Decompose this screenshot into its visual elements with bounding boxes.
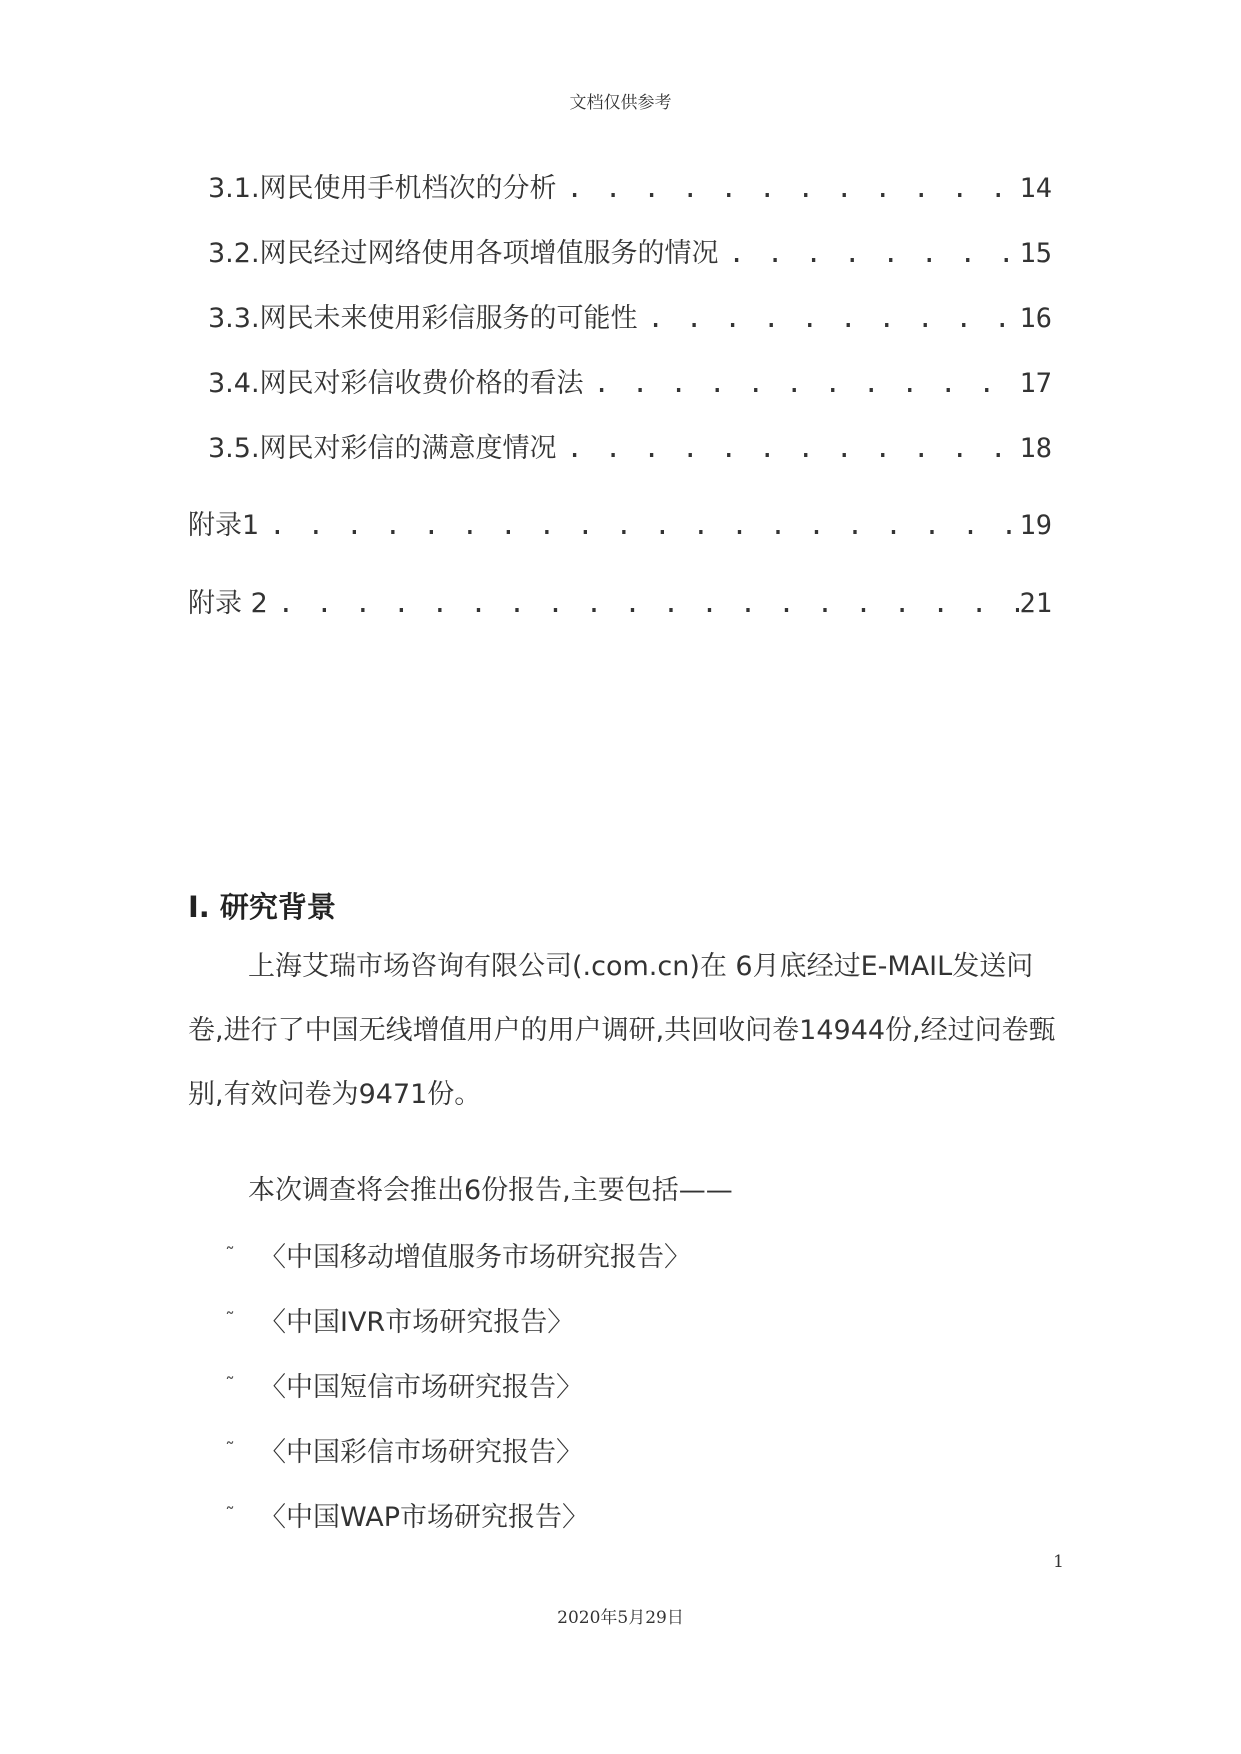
toc-leader-dots [557,173,1020,204]
toc-entry-page: 14 [1019,173,1052,204]
toc-entry-page: 19 [1019,510,1052,541]
toc-entry-page: 21 [1019,588,1052,619]
report-title: 〈中国彩信市场研究报告〉 [259,1437,583,1468]
report-title: 〈中国IVR市场研究报告〉 [259,1307,575,1338]
list-item [225,1430,583,1469]
toc-leader-dots [719,238,1020,269]
body-paragraph: 上海艾瑞市场咨询有限公司(.com.cn)在 6月底经过E-MAIL发送问卷,进行了中国无线增值用户的用户调研,共回收问卷14944份,经过问卷甄别,有效问卷为9471份。 [188,951,1056,1110]
toc-entry-label: 3.2.网民经过网络使用各项增值服务的情况 [208,238,719,269]
toc-leader-dots [638,303,1020,334]
toc-entry-page: 18 [1019,433,1052,464]
toc-entry[interactable] [188,581,1052,620]
toc-entry[interactable] [208,166,1052,205]
toc-entry[interactable] [208,296,1052,335]
bullet-icon: ˜ [225,1307,235,1332]
page-footer: 2020年5月29日 [557,1608,684,1628]
report-title: 〈中国短信市场研究报告〉 [259,1372,583,1403]
toc-entry-label: 附录 2 [188,588,268,619]
toc-entry[interactable] [188,503,1052,542]
list-item [225,1300,574,1339]
body-paragraph: 本次调查将会推出6份报告,主要包括—— [248,1175,733,1206]
bullet-icon: ˜ [225,1372,235,1397]
toc-entry-label: 3.3.网民未来使用彩信服务的可能性 [208,303,638,334]
toc-entry-page: 17 [1019,368,1052,399]
toc-leader-dots [259,510,1019,541]
toc-leader-dots [268,588,1020,619]
toc-entry-label: 3.1.网民使用手机档次的分析 [208,173,557,204]
toc-entry-label: 3.5.网民对彩信的满意度情况 [208,433,557,464]
list-item [225,1235,691,1274]
report-title: 〈中国WAP市场研究报告〉 [259,1502,589,1533]
page-number: 1 [1053,1552,1064,1572]
toc-entry-page: 15 [1019,238,1052,269]
page-header: 文档仅供参考 [569,93,672,113]
toc-entry-label: 附录1 [188,510,260,541]
bullet-icon: ˜ [225,1502,235,1527]
toc-entry[interactable] [208,231,1052,270]
toc-leader-dots [584,368,1020,399]
report-title: 〈中国移动增值服务市场研究报告〉 [259,1242,691,1273]
toc-entry[interactable] [208,361,1052,400]
list-item [225,1495,589,1534]
list-item [225,1365,583,1404]
bullet-icon: ˜ [225,1437,235,1462]
toc-leader-dots [557,433,1020,464]
section-heading: I. 研究背景 [188,890,336,924]
toc-entry-label: 3.4.网民对彩信收费价格的看法 [208,368,584,399]
toc-entry[interactable] [208,426,1052,465]
toc-entry-page: 16 [1019,303,1052,334]
bullet-icon: ˜ [225,1242,235,1267]
